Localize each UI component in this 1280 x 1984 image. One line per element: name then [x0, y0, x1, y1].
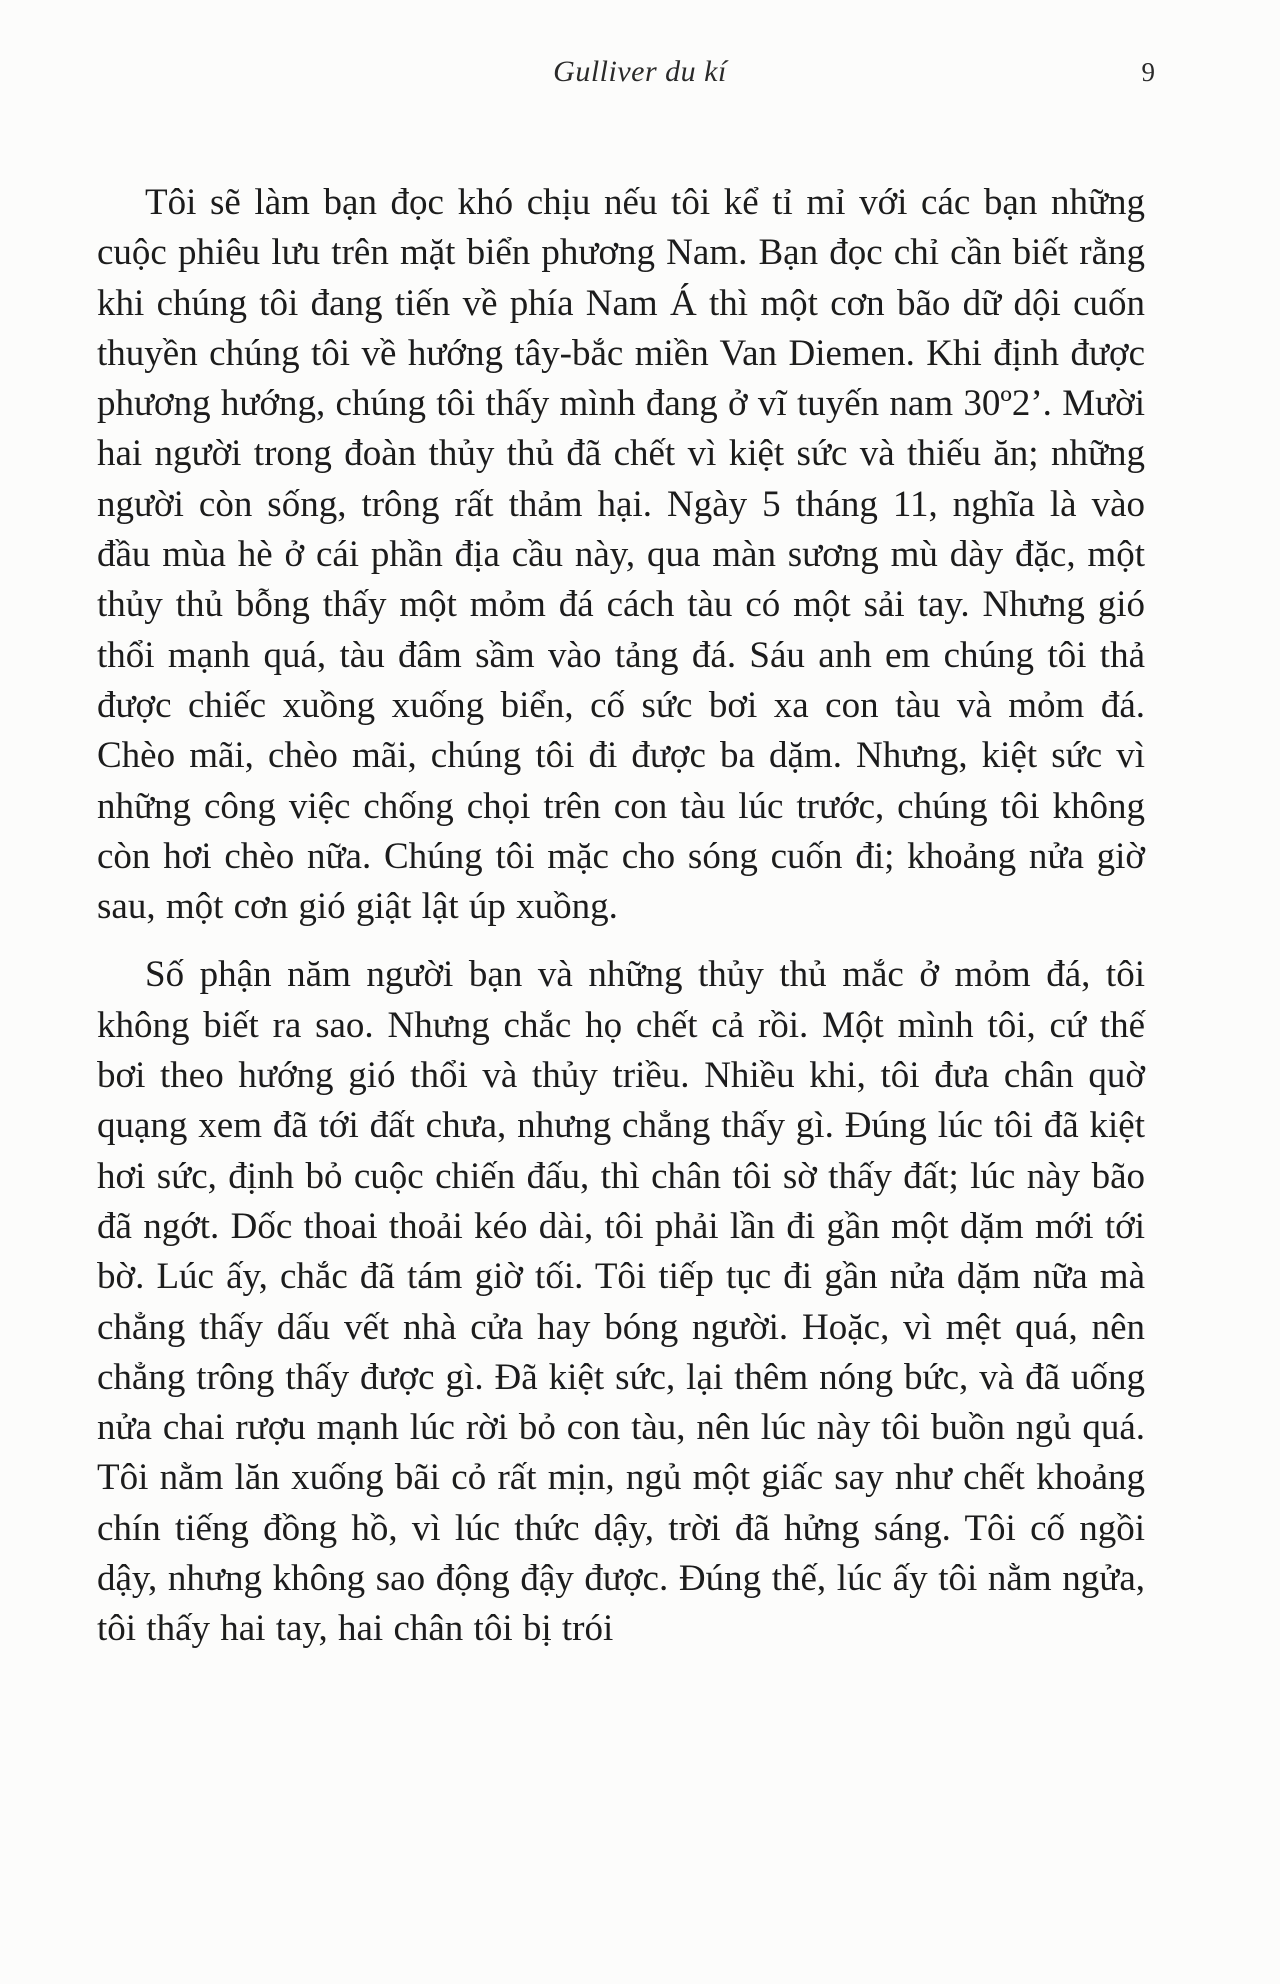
running-title: Gulliver du kí: [553, 55, 727, 88]
running-header: [95, 55, 1185, 95]
paragraph: Số phận năm người bạn và những thủy thủ mắc ở mỏm đá, tôi không biết ra sao. Nhưng chắc họ chết cả rồi. Một mình tôi, cứ thế bơi theo hướng gió thổi và thủy triều. Nhiều khi, tôi đưa chân quờ quạng xem đã tới đất chưa, nhưng chẳng thấy gì. Đúng lúc tôi đã kiệt hơi sức, định bỏ cuộc chiến đấu, thì chân tôi sờ thấy đất; lúc này bão đã ngớt. Dốc thoai thoải kéo dài, tôi phải lần đi gần một dặm mới tới bờ. Lúc ấy, chắc đã tám giờ tối. Tôi tiếp tục đi gần nửa dặm nữa mà chẳng thấy dấu vết nhà cửa hay bóng người. Hoặc, vì mệt quá, nên chẳng trông thấy được gì. Đã kiệt sức, lại thêm nóng bức, và đã uống nửa chai rượu mạnh lúc rời bỏ con tàu, nên lúc này tôi buồn ngủ quá. Tôi nằm lăn xuống bãi cỏ rất mịn, ngủ một giấc say như chết khoảng chín tiếng đồng hồ, vì lúc thức dậy, trời đã hửng sáng. Tôi cố ngồi dậy, nhưng không sao động đậy được. Đúng thế, lúc ấy tôi nằm ngửa, tôi thấy hai tay, hai chân tôi bị trói: [97, 954, 1145, 1650]
paragraph: Tôi sẽ làm bạn đọc khó chịu nếu tôi kể tỉ mỉ với các bạn những cuộc phiêu lưu trên mặt biển phương Nam. Bạn đọc chỉ cần biết rằng khi chúng tôi đang tiến về phía Nam Á thì một cơn bão dữ dội cuốn thuyền chúng tôi về hướng tây-bắc miền Van Diemen. Khi định được phương hướng, chúng tôi thấy mình đang ở vĩ tuyến nam 30º2’. Mười hai người trong đoàn thủy thủ đã chết vì kiệt sức và thiếu ăn; những người còn sống, trông rất thảm hại. Ngày 5 tháng 11, nghĩa là vào đầu mùa hè ở cái phần địa cầu này, qua màn sương mù dày đặc, một thủy thủ bỗng thấy một mỏm đá cách tàu có một sải tay. Nhưng gió thổi mạnh quá, tàu đâm sầm vào tảng đá. Sáu anh em chúng tôi thả được chiếc xuồng xuống biển, cố sức bơi xa con tàu và mỏm đá. Chèo mãi, chèo mãi, chúng tôi đi được ba dặm. Nhưng, kiệt sức vì những công việc chống chọi trên con tàu lúc trước, chúng tôi không còn hơi chèo nữa. Chúng tôi mặc cho sóng cuốn đi; khoảng nửa giờ sau, một cơn gió giật lật úp xuồng.: [97, 182, 1145, 928]
body-text: [97, 178, 1145, 1655]
page-number: 9: [1141, 57, 1155, 87]
